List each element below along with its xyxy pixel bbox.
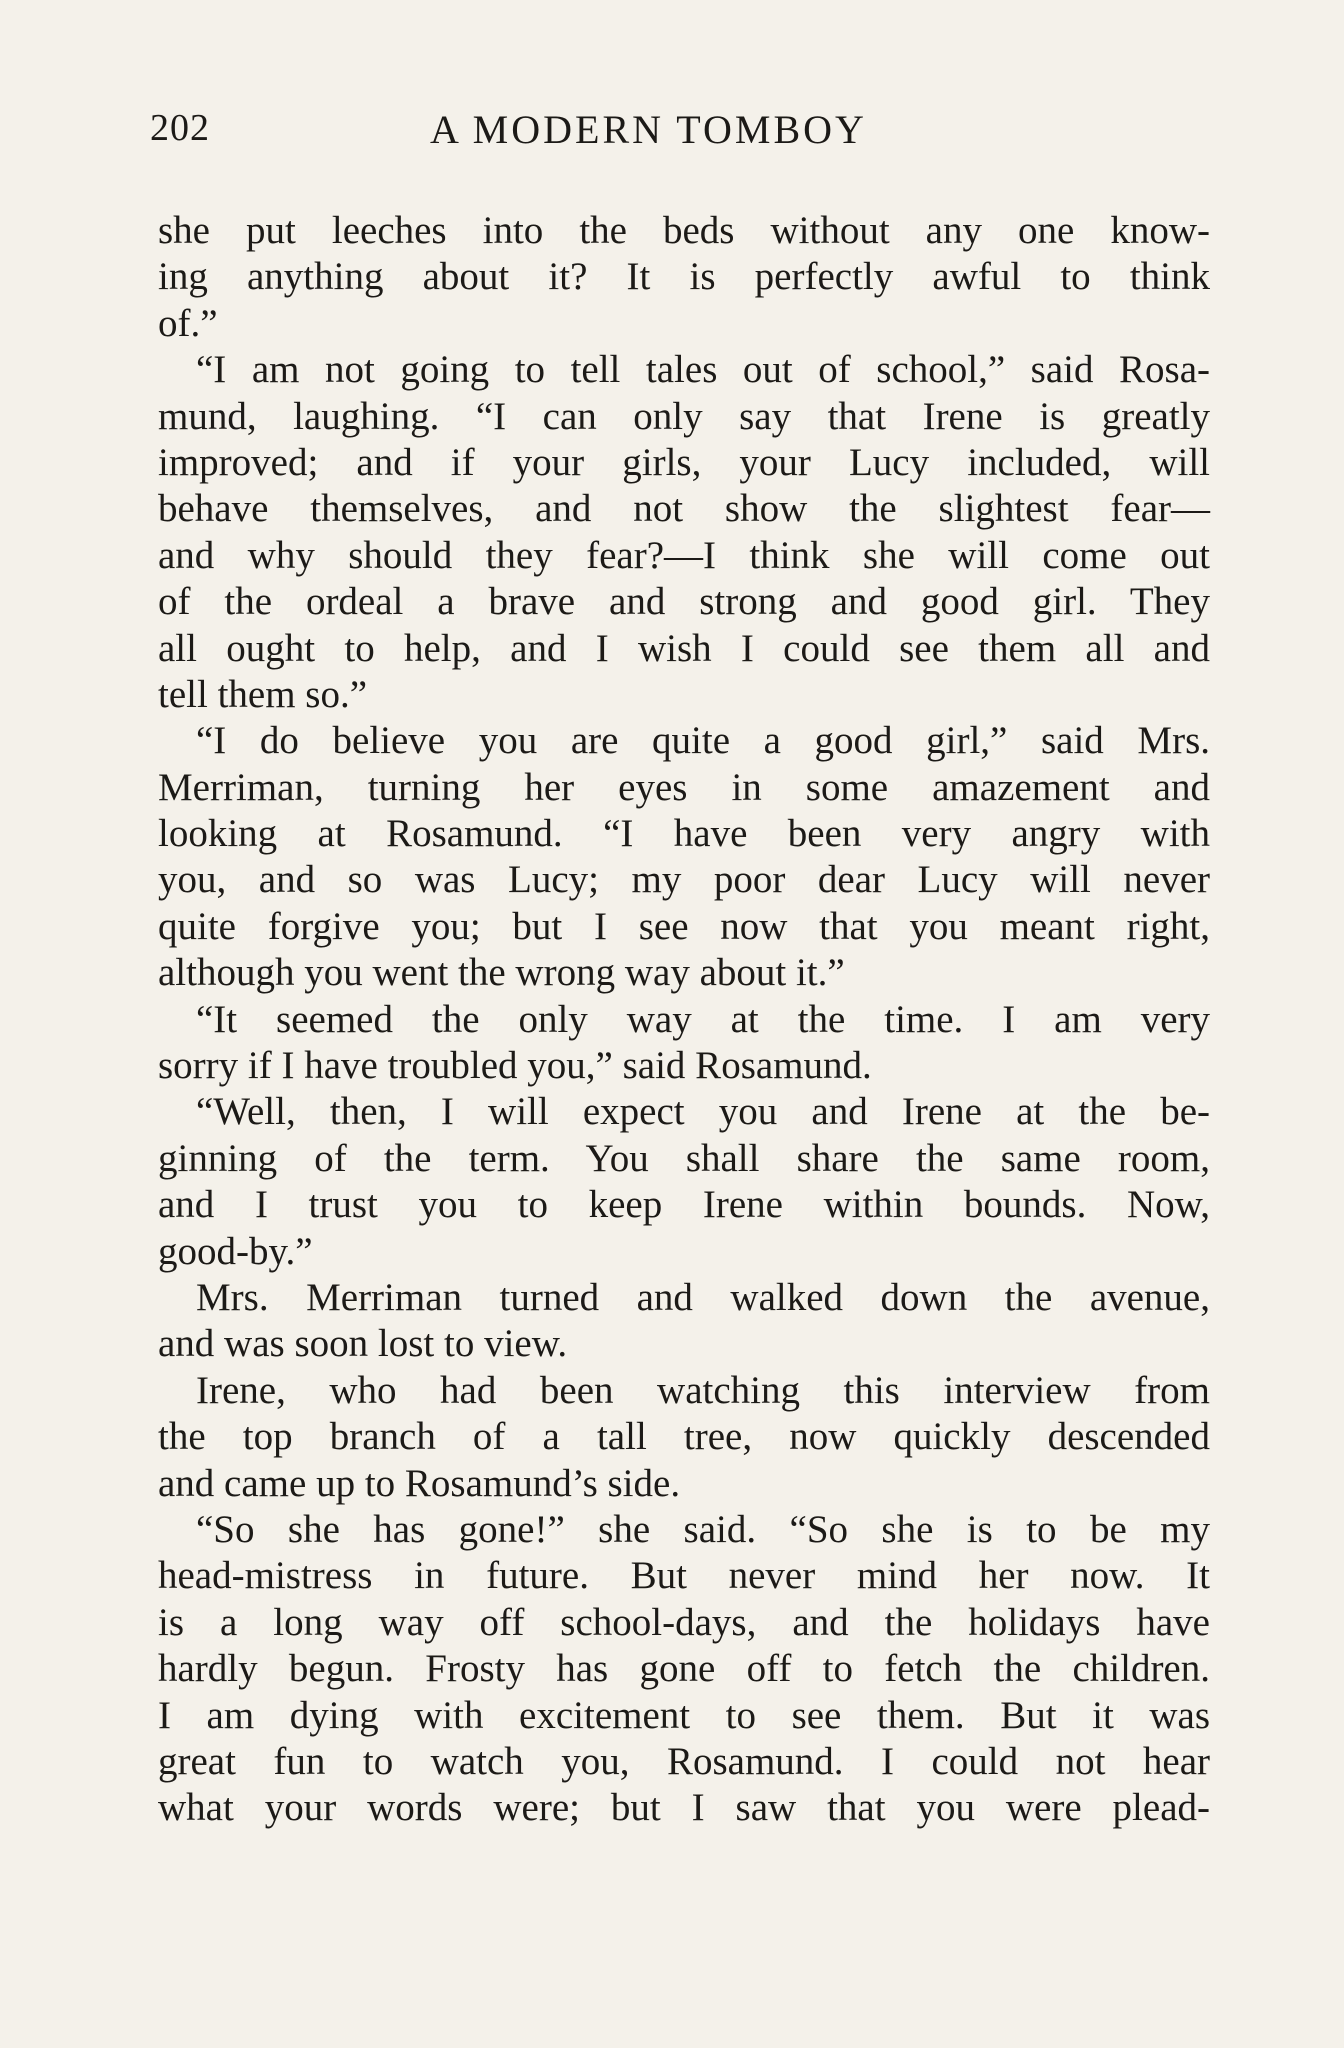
text-line: good-by.” — [158, 1229, 313, 1273]
page-number: 202 — [150, 107, 210, 149]
text-line: and came up to Rosamund’s side. — [158, 1461, 681, 1505]
text-line: she put leeches into the beds without any one know- — [158, 209, 1210, 252]
text-line: you, and so was Lucy; my poor dear Lucy will never — [158, 858, 1210, 902]
text-line: what your words were; but I saw that you were plead- — [158, 1786, 1210, 1830]
text-line: sorry if I have troubled you,” said Rosamund. — [158, 1044, 872, 1088]
text-line: Merriman, turning her eyes in some amazement and — [158, 765, 1210, 809]
text-line: improved; and if your girls, your Lucy included, will — [158, 440, 1210, 484]
text-line: and was soon lost to view. — [158, 1322, 568, 1366]
text-line: is a long way off school-days, and the holidays have — [158, 1600, 1210, 1644]
text-line: ginning of the term. You shall share the same room, — [158, 1136, 1210, 1180]
text-line: Irene, who had been watching this interview from — [196, 1368, 1210, 1412]
text-line: the top branch of a tall tree, now quickly descended — [158, 1415, 1210, 1459]
text-line: “I am not going to tell tales out of school,” said Rosa- — [196, 348, 1210, 392]
text-line: “Well, then, I will expect you and Irene at the be- — [196, 1090, 1210, 1134]
text-line: “So she has gone!” she said. “So she is to be my — [196, 1507, 1210, 1551]
text-line: quite forgive you; but I see now that you meant right, — [158, 904, 1210, 948]
text-line: behave themselves, and not show the slightest fear— — [158, 487, 1210, 531]
running-head — [150, 106, 1200, 166]
book-title: A MODERN TOMBOY — [430, 107, 867, 152]
text-line: and why should they fear?—I think she will come out — [158, 533, 1210, 577]
text-line: and I trust you to keep Irene within bounds. Now, — [158, 1183, 1210, 1227]
text-line: I am dying with excitement to see them. But it was — [158, 1693, 1210, 1737]
text-line: “I do believe you are quite a good girl,” said Mrs. — [196, 719, 1210, 763]
text-line: of the ordeal a brave and strong and good girl. They — [158, 580, 1210, 624]
text-line: although you went the wrong way about it.” — [158, 951, 845, 995]
text-line: tell them so.” — [158, 672, 368, 716]
text-line: great fun to watch you, Rosamund. I could not hear — [158, 1739, 1210, 1783]
text-line: all ought to help, and I wish I could see them all and — [158, 626, 1210, 670]
text-line: ing anything about it? It is perfectly awful to think — [158, 255, 1210, 299]
body-text — [158, 208, 1210, 1832]
text-line: “It seemed the only way at the time. I am very — [196, 997, 1210, 1041]
text-line: head-mistress in future. But never mind her now. It — [158, 1554, 1210, 1598]
text-line: hardly begun. Frosty has gone off to fetch the children. — [158, 1647, 1210, 1691]
text-line: Mrs. Merriman turned and walked down the avenue, — [196, 1275, 1210, 1319]
text-line: looking at Rosamund. “I have been very angry with — [158, 812, 1210, 856]
text-line: mund, laughing. “I can only say that Irene is greatly — [158, 394, 1210, 438]
text-line: of.” — [158, 301, 218, 345]
